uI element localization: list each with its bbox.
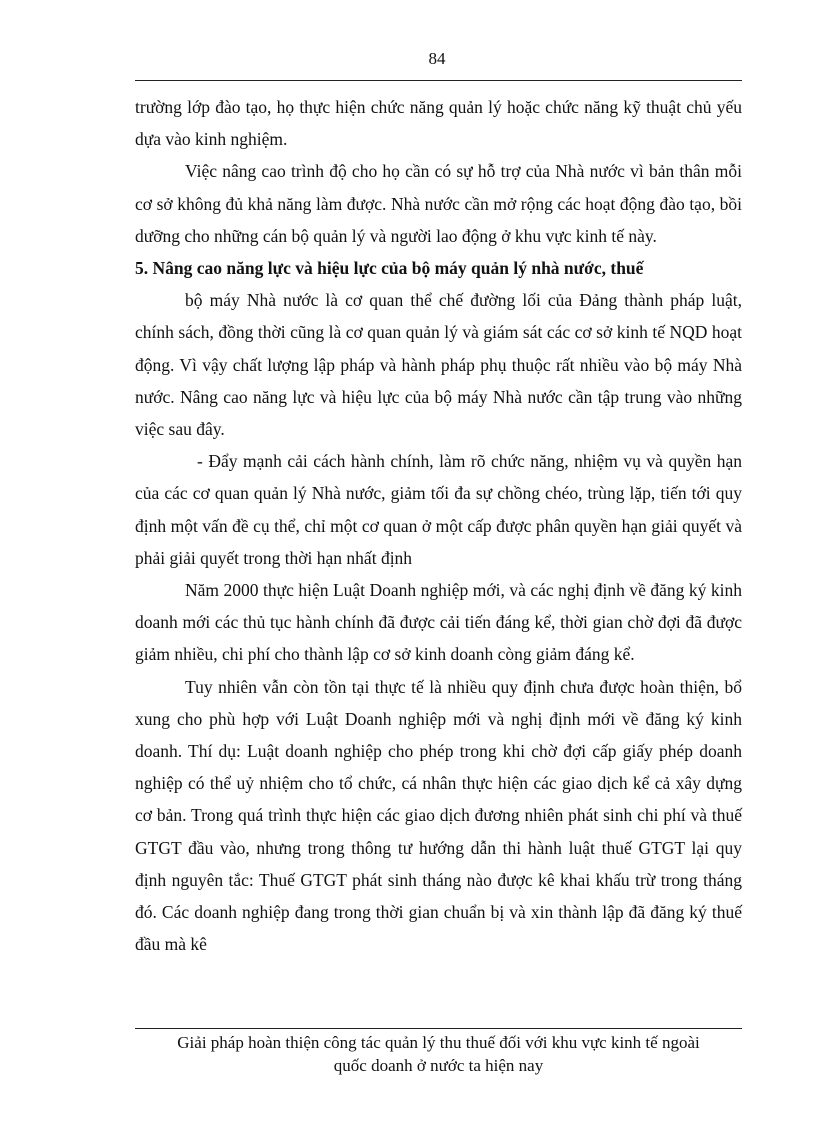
paragraph-continuation: trường lớp đào tạo, họ thực hiện chức năng quản lý hoặc chức năng kỹ thuật chủ yếu dựa vào kinh nghiệm. xyxy=(135,97,742,150)
footer-line-2: quốc doanh ở nước ta hiện nay xyxy=(333,1056,544,1075)
paragraph-training-support: Việc nâng cao trình độ cho họ cần có sự hỗ trợ của Nhà nước vì bản thân mỗi cơ sở không đủ khả năng làm được. Nhà nước cần mở rộng các hoạt động đào tạo, bồi dưỡng cho những cán bộ quản lý và người lao động ở khu vực kinh tế này. xyxy=(135,161,742,246)
footer-line-1: Giải pháp hoàn thiện công tác quản lý thu thuế đối với khu vực kinh tế ngoài xyxy=(177,1033,700,1052)
page-footer xyxy=(135,1031,742,1077)
header-divider xyxy=(135,80,742,81)
paragraph-enterprise-law-2000: Năm 2000 thực hiện Luật Doanh nghiệp mới, và các nghị định về đăng ký kinh doanh mới các thủ tục hành chính đã được cải tiến đáng kể, thời gian chờ đợi đã được giảm nhiều, chi phí cho thành lập cơ sở kinh doanh còng giảm đáng kể. xyxy=(135,580,742,665)
section-heading: 5. Nâng cao năng lực và hiệu lực của bộ máy quản lý nhà nước, thuế xyxy=(135,258,644,279)
paragraph-remaining-issues: Tuy nhiên vẫn còn tồn tại thực tế là nhiều quy định chưa được hoàn thiện, bổ xung cho phù hợp với Luật Doanh nghiệp mới và nghị định mới về đăng ký kinh doanh. Thí dụ: Luật doanh nghiệp cho phép trong khi chờ đợi cấp giấy phép doanh nghiệp có thể uỷ nhiệm cho tổ chức, cá nhân thực hiện các giao dịch kể cả xây dựng cơ bản. Trong quá trình thực hiện các giao dịch đương nhiên phát sinh chi phí và thuế GTGT đầu vào, nhưng trong thông tư hướng dẫn thi hành luật thuế GTGT lại quy định nguyên tắc: Thuế GTGT phát sinh tháng nào được kê khai khấu trừ trong tháng đó. Các doanh nghiệp đang trong thời gian chuẩn bị và xin thành lập đã đăng ký thuế đầu mà kê xyxy=(135,676,742,955)
paragraph-state-apparatus: bộ máy Nhà nước là cơ quan thể chế đường lối của Đảng thành pháp luật, chính sách, đồng thời cũng là cơ quan quản lý và giám sát các cơ sở kinh tế NQD hoạt động. Vì vậy chất lượng lập pháp và hành pháp phụ thuộc rất nhiều vào bộ máy Nhà nước. Nâng cao năng lực và hiệu lực của bộ máy Nhà nước cần tập trung vào những việc sau đây. xyxy=(135,290,742,440)
footer-divider xyxy=(135,1028,742,1029)
paragraph-admin-reform: - Đẩy mạnh cải cách hành chính, làm rõ chức năng, nhiệm vụ và quyền hạn của các cơ quan quản lý Nhà nước, giảm tối đa sự chồng chéo, trùng lặp, tiến tới quy định một vấn đề cụ thể, chỉ một cơ quan ở một cấp được phân quyền hạn giải quyết và phải giải quyết trong thời hạn nhất định xyxy=(135,451,742,568)
document-body xyxy=(135,91,742,960)
page-number: 84 xyxy=(428,49,446,68)
